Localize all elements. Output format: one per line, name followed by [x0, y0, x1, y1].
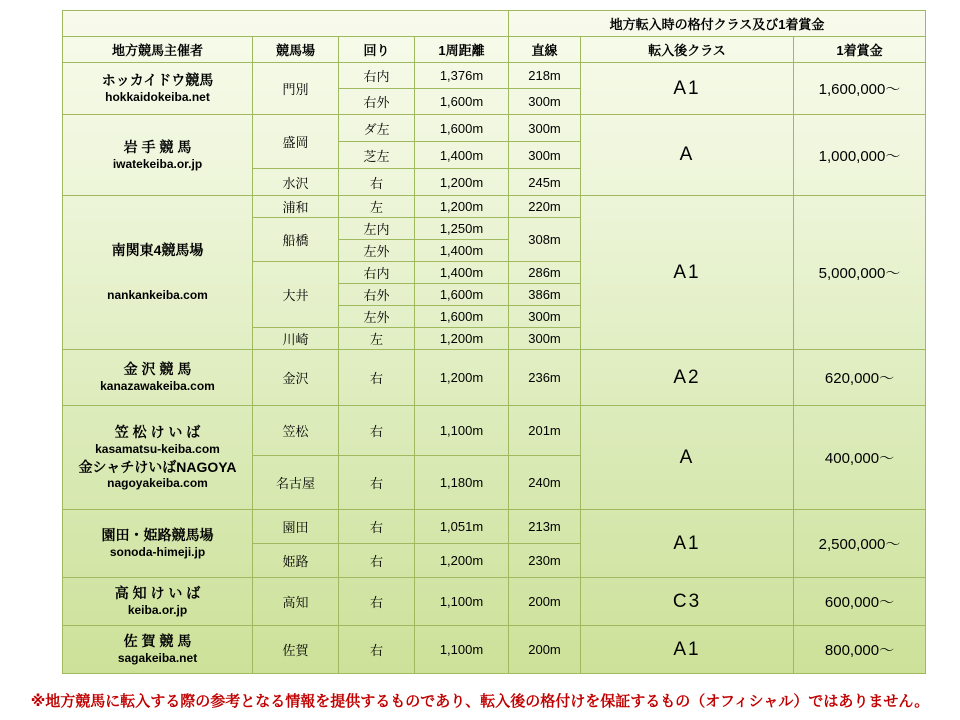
grade-class-cell: A1 — [581, 510, 794, 578]
organizer-name: 高 知 け い ば — [114, 585, 201, 602]
track-cell: 浦和 — [253, 196, 339, 218]
lap-distance-cell: 1,600m — [415, 115, 509, 142]
organizer-url: kasamatsu-keiba.com — [95, 441, 220, 456]
turn-cell: 右外 — [339, 89, 415, 115]
lap-distance-cell: 1,200m — [415, 169, 509, 196]
prize-cell: 1,000,000～ — [794, 115, 926, 196]
straight-cell: 220m — [509, 196, 581, 218]
organizer-name: 園田・姫路競馬場 — [101, 527, 214, 544]
grade-class-cell: C3 — [581, 578, 794, 626]
prize-cell: 2,500,000～ — [794, 510, 926, 578]
grade-class-cell: A2 — [581, 350, 794, 406]
prize-cell: 1,600,000～ — [794, 63, 926, 115]
lap-distance-cell: 1,100m — [415, 626, 509, 674]
column-header-prize: 1着賞金 — [794, 37, 926, 63]
organizer-name: 笠 松 け い ば — [114, 424, 201, 441]
straight-cell: 218m — [509, 63, 581, 89]
column-header-organizer: 地方競馬主催者 — [63, 37, 253, 63]
turn-cell: 左外 — [339, 306, 415, 328]
lap-distance-cell: 1,051m — [415, 510, 509, 544]
organizer-name: 金 沢 競 馬 — [123, 361, 192, 378]
organizer-cell — [63, 578, 253, 626]
organizer-cell — [63, 510, 253, 578]
turn-cell: 左内 — [339, 218, 415, 240]
straight-cell: 308m — [509, 218, 581, 262]
turn-cell: 右 — [339, 169, 415, 196]
prize-cell: 800,000～ — [794, 626, 926, 674]
grade-class-cell: A1 — [581, 63, 794, 115]
prize-cell: 620,000～ — [794, 350, 926, 406]
organizer-cell — [63, 350, 253, 406]
racing-table-container — [62, 10, 926, 674]
straight-cell: 300m — [509, 142, 581, 169]
grade-class-cell: A1 — [581, 196, 794, 350]
track-cell: 盛岡 — [253, 115, 339, 169]
lap-distance-cell: 1,100m — [415, 578, 509, 626]
turn-cell: 右 — [339, 626, 415, 674]
lap-distance-cell: 1,600m — [415, 306, 509, 328]
lap-distance-cell: 1,400m — [415, 142, 509, 169]
straight-cell: 245m — [509, 169, 581, 196]
turn-cell: 芝左 — [339, 142, 415, 169]
turn-cell: 左 — [339, 196, 415, 218]
straight-cell: 300m — [509, 115, 581, 142]
organizer-url: iwatekeiba.or.jp — [112, 156, 203, 171]
turn-cell: ダ左 — [339, 115, 415, 142]
column-header-row — [63, 37, 926, 63]
table-row — [63, 115, 926, 142]
organizer-url: kanazawakeiba.com — [100, 379, 215, 394]
organizer-name: 佐 賀 競 馬 — [123, 633, 192, 650]
local-racing-grade-table — [62, 10, 926, 674]
track-cell: 川崎 — [253, 328, 339, 350]
turn-cell: 右 — [339, 510, 415, 544]
organizer-url: nagoyakeiba.com — [107, 476, 208, 491]
table-row — [63, 510, 926, 544]
table-row — [63, 350, 926, 406]
organizer-url: hokkaidokeiba.net — [105, 90, 210, 105]
prize-cell: 600,000～ — [794, 578, 926, 626]
track-cell: 大井 — [253, 262, 339, 328]
table-row — [63, 578, 926, 626]
lap-distance-cell: 1,200m — [415, 544, 509, 578]
column-header-straight: 直線 — [509, 37, 581, 63]
disclaimer-footnote: ※地方競馬に転入する際の参考となる情報を提供するものであり、転入後の格付けを保証するもの（オフィシャル）ではありません。 — [30, 693, 930, 710]
lap-distance-cell: 1,376m — [415, 63, 509, 89]
straight-cell: 236m — [509, 350, 581, 406]
straight-cell: 286m — [509, 262, 581, 284]
organizer-url: nankankeiba.com — [107, 288, 208, 303]
straight-cell: 300m — [509, 306, 581, 328]
track-cell: 佐賀 — [253, 626, 339, 674]
turn-cell: 右 — [339, 456, 415, 510]
organizer-name: ホッカイドウ競馬 — [101, 72, 214, 89]
organizer-url: sagakeiba.net — [117, 651, 198, 666]
turn-cell: 左 — [339, 328, 415, 350]
turn-cell: 左外 — [339, 240, 415, 262]
organizer-url: sonoda-himeji.jp — [109, 545, 206, 560]
grade-class-cell: A — [581, 115, 794, 196]
track-cell: 姫路 — [253, 544, 339, 578]
organizer-cell — [63, 63, 253, 115]
prize-cell: 5,000,000～ — [794, 196, 926, 350]
lap-distance-cell: 1,200m — [415, 328, 509, 350]
table-row — [63, 196, 926, 218]
turn-cell: 右 — [339, 578, 415, 626]
column-header-lap: 1周距離 — [415, 37, 509, 63]
track-cell: 高知 — [253, 578, 339, 626]
organizer-cell — [63, 626, 253, 674]
straight-cell: 213m — [509, 510, 581, 544]
grade-class-cell: A — [581, 406, 794, 510]
organizer-cell — [63, 406, 253, 510]
track-cell: 名古屋 — [253, 456, 339, 510]
track-cell: 笠松 — [253, 406, 339, 456]
table-title-row — [63, 11, 926, 37]
lap-distance-cell: 1,250m — [415, 218, 509, 240]
straight-cell: 240m — [509, 456, 581, 510]
lap-distance-cell: 1,200m — [415, 196, 509, 218]
lap-distance-cell: 1,400m — [415, 262, 509, 284]
empty-header-cell — [63, 11, 509, 37]
turn-cell: 右内 — [339, 262, 415, 284]
track-cell: 金沢 — [253, 350, 339, 406]
column-header-turn: 回り — [339, 37, 415, 63]
organizer-name: 金シャチけいばNAGOYA — [78, 458, 237, 475]
turn-cell: 右外 — [339, 284, 415, 306]
lap-distance-cell: 1,100m — [415, 406, 509, 456]
column-header-grade: 転入後クラス — [581, 37, 794, 63]
table-row — [63, 406, 926, 456]
organizer-cell — [63, 196, 253, 350]
straight-cell: 230m — [509, 544, 581, 578]
column-header-track: 競馬場 — [253, 37, 339, 63]
turn-cell: 右内 — [339, 63, 415, 89]
lap-distance-cell: 1,400m — [415, 240, 509, 262]
lap-distance-cell: 1,200m — [415, 350, 509, 406]
turn-cell: 右 — [339, 350, 415, 406]
straight-cell: 200m — [509, 578, 581, 626]
straight-cell: 300m — [509, 89, 581, 115]
turn-cell: 右 — [339, 406, 415, 456]
organizer-cell — [63, 115, 253, 196]
track-cell: 園田 — [253, 510, 339, 544]
lap-distance-cell: 1,600m — [415, 284, 509, 306]
prize-cell: 400,000～ — [794, 406, 926, 510]
straight-cell: 300m — [509, 328, 581, 350]
lap-distance-cell: 1,600m — [415, 89, 509, 115]
grade-class-cell: A1 — [581, 626, 794, 674]
track-cell: 門別 — [253, 63, 339, 115]
straight-cell: 201m — [509, 406, 581, 456]
lap-distance-cell: 1,180m — [415, 456, 509, 510]
table-title: 地方転入時の格付クラス及び1着賞金 — [509, 11, 926, 37]
table-row — [63, 63, 926, 89]
track-cell: 船橋 — [253, 218, 339, 262]
organizer-url: keiba.or.jp — [127, 603, 188, 618]
organizer-name: 南関東4競馬場 — [111, 242, 204, 259]
turn-cell: 右 — [339, 544, 415, 578]
straight-cell: 386m — [509, 284, 581, 306]
track-cell: 水沢 — [253, 169, 339, 196]
table-row — [63, 626, 926, 674]
straight-cell: 200m — [509, 626, 581, 674]
organizer-name: 岩 手 競 馬 — [123, 138, 192, 155]
